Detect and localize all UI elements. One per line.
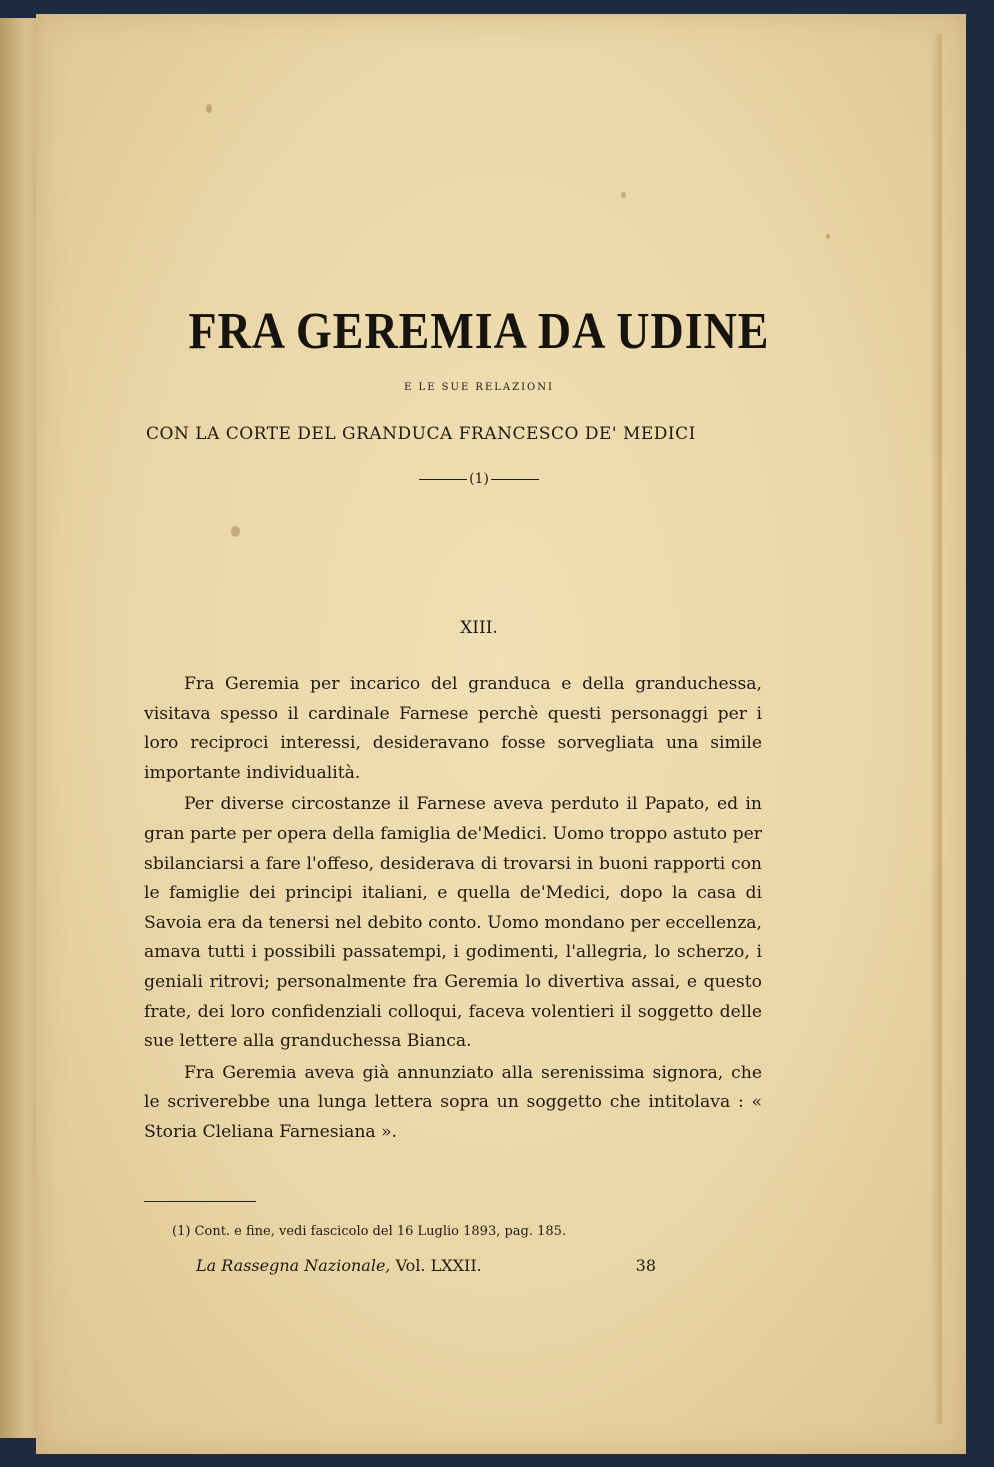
page-number: 38 <box>635 1256 656 1275</box>
left-rule <box>419 479 467 480</box>
article-subtitle-small: E LE SUE RELAZIONI <box>404 382 554 393</box>
footnote-reference <box>36 471 922 487</box>
footnote-marker: (1) <box>469 471 489 487</box>
paragraph: Fra Geremia aveva già annunziato alla serenissima signora, che le scriverebbe una lunga lettera sopra un soggetto che intitolava : « Storia Cleliana Farnesiana ». <box>144 1062 762 1142</box>
article-title: FRA GEREMIA DA UDINE <box>188 301 770 360</box>
page-edge <box>932 34 942 1424</box>
footnote-rule <box>144 1201 256 1202</box>
paper-stain <box>826 234 830 239</box>
journal-volume: Vol. LXXII. <box>395 1256 482 1275</box>
footnote: (1) Cont. e fine, vedi fascicolo del 16 Luglio 1893, pag. 185. <box>172 1224 567 1239</box>
section-number: XIII. <box>460 618 498 638</box>
paper-stain <box>621 192 626 198</box>
body-text <box>144 670 762 1150</box>
paragraph: Fra Geremia per incarico del granduca e della granduchessa, visitava spesso il cardinale Farnese perchè questi personaggi per i loro reciproci interessi, desideravano fosse sorvegliata una simile importante individualità. <box>144 674 762 783</box>
article-subtitle: CON LA CORTE DEL GRANDUCA FRANCESCO DE' MEDICI <box>146 424 696 444</box>
book-page <box>36 14 966 1454</box>
paper-stain <box>206 104 212 113</box>
right-rule <box>491 479 539 480</box>
paper-stain <box>231 526 240 537</box>
running-footer <box>196 1256 656 1275</box>
journal-name: La Rassegna Nazionale, <box>196 1256 391 1275</box>
paragraph: Per diverse circostanze il Farnese aveva perduto il Papato, ed in gran parte per opera della famiglia de'Medici. Uomo troppo astuto per sbilanciarsi a fare l'offeso, desiderava di trovarsi in buoni rapporti con le famiglie dei principi italiani, e quella de'Medici, dopo la casa di Savoia era da tenersi nel debito conto. Uomo mondano per eccellenza, amava tutti i possibili passatempi, i godimenti, l'allegria, lo scherzo, i geniali ritrovi; personalmente fra Geremia lo divertiva assai, e questo frate, dei loro confidenziali colloqui, faceva volentieri il soggetto delle sue lettere alla granduchessa Bianca. <box>144 794 762 1052</box>
